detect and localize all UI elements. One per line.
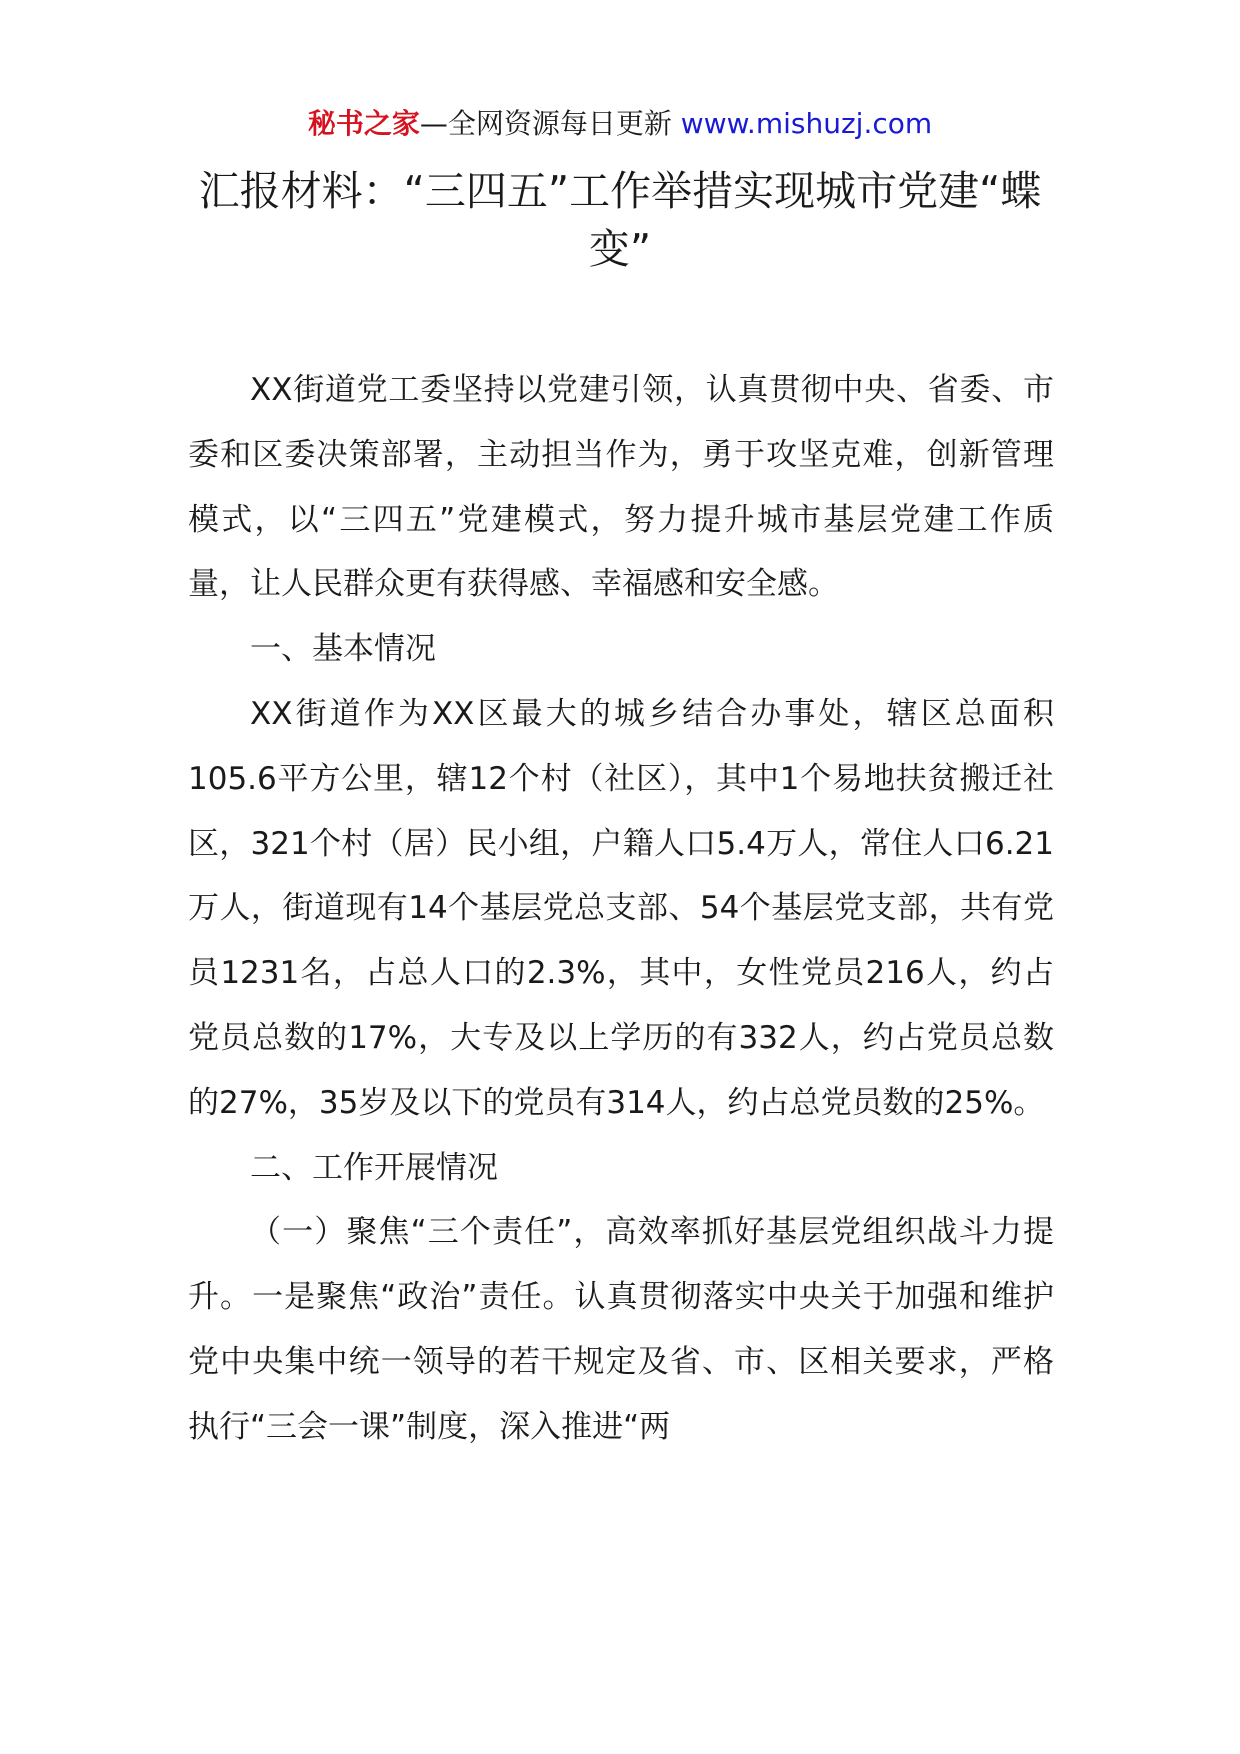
banner-slogan: —全网资源每日更新 — [419, 107, 672, 140]
document-title: 汇报材料：“三四五”工作举措实现城市党建“蝶变” — [198, 167, 1042, 273]
site-link[interactable]: www.mishuzj.com — [680, 107, 933, 140]
paragraph-three-responsibilities: （一）聚焦“三个责任”，高效率抓好基层党组织战斗力提升。一是聚焦“政治”责任。认真贯彻落实中央关于加强和维护党中央集中统一领导的若干规定及省、市、区相关要求，严格执行“三会一课”制度，深入推进“两 — [188, 1214, 1054, 1445]
section-heading-work-progress: 二、工作开展情况 — [250, 1149, 498, 1186]
site-banner — [0, 104, 1240, 144]
brand-name: 秘书之家 — [307, 107, 420, 140]
section-heading-basic-situation: 一、基本情况 — [250, 631, 436, 668]
document-body — [188, 358, 1054, 1460]
paragraph-basic-situation: XX街道作为XX区最大的城乡结合办事处，辖区总面积105.6平方公里，辖12个村（社区），其中1个易地扶贫搬迁社区，321个村（居）民小组，户籍人口5.4万人，常住人口6.21万人，街道现有14个基层党总支部、54个基层党支部，共有党员1231名，占总人口的2.3%，其中，女性党员216人，约占党员总数的17%，大专及以上学历的有332人，约占党员总数的27%，35岁及以下的党员有314人，约占总党员数的25%。 — [188, 695, 1054, 1121]
paragraph-intro: XX街道党工委坚持以党建引领，认真贯彻中央、省委、市委和区委决策部署，主动担当作为，勇于攻坚克难，创新管理模式，以“三四五”党建模式，努力提升城市基层党建工作质量，让人民群众更有获得感、幸福感和安全感。 — [188, 372, 1054, 603]
